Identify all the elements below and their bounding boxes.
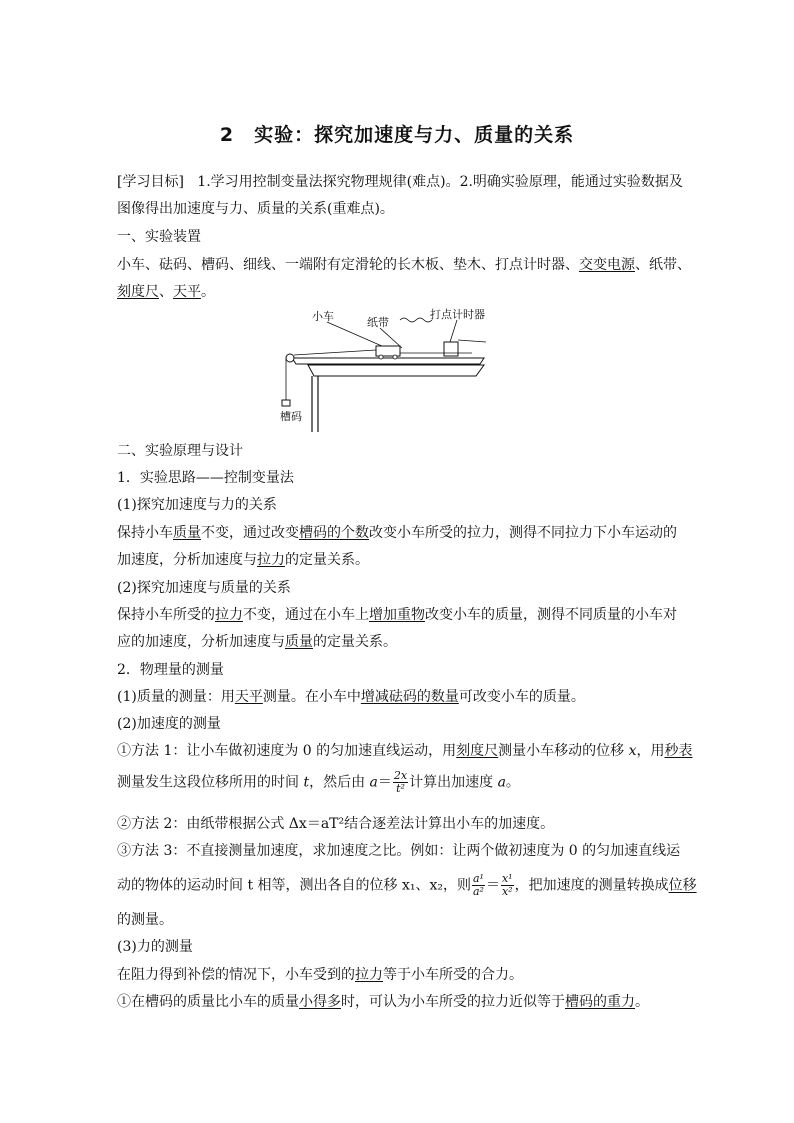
board-top bbox=[292, 358, 484, 364]
text-span: 可改变小车的质量。 bbox=[458, 689, 585, 705]
text-span: 。 bbox=[635, 994, 649, 1010]
equipment-line-1 bbox=[117, 255, 691, 275]
method-1-line-2 bbox=[117, 770, 520, 795]
text-span: 计算出加速度 bbox=[409, 774, 498, 791]
objectives-line-1 bbox=[117, 172, 683, 192]
label-car: 小车 bbox=[312, 310, 334, 323]
text-span: 在阻力得到补偿的情况下，小车受到的 bbox=[117, 967, 355, 983]
text-span: ，然后由 bbox=[309, 774, 370, 791]
subsection-1a-line-1 bbox=[117, 523, 677, 543]
var-t: t bbox=[303, 774, 310, 791]
cart-wheel-1 bbox=[379, 355, 383, 359]
cart-wheel-2 bbox=[393, 355, 397, 359]
text-span: 测量。在小车中 bbox=[262, 689, 361, 705]
page-title: 2 实验：探究加速度与力、质量的关系 bbox=[219, 124, 575, 146]
method-1-line-1 bbox=[117, 741, 693, 761]
underlined-term: 槽码的重力 bbox=[565, 994, 635, 1010]
fraction-numerator: x¹ bbox=[501, 872, 513, 885]
equipment-ac-power: 交变电源 bbox=[579, 257, 635, 273]
subsection-1-title: 1．实验思路——控制变量法 bbox=[117, 470, 294, 486]
text-span: 的定量关系。 bbox=[285, 552, 369, 568]
timer-pointer bbox=[450, 320, 457, 342]
text-span: ，用 bbox=[636, 743, 665, 759]
text-span: 等于小车所受的合力。 bbox=[383, 967, 523, 983]
underlined-term: 质量 bbox=[173, 525, 201, 541]
text-span: 不变，通过在小车上 bbox=[243, 607, 369, 623]
underlined-term: 拉力 bbox=[355, 967, 383, 983]
underlined-term: 拉力 bbox=[215, 607, 243, 623]
text-span: 测量发生这段位移所用的时间 bbox=[117, 774, 304, 791]
text-span: 动的物体的运动时间 t 相等，测出各自的位移 x₁、x₂，则 bbox=[117, 877, 471, 894]
text-span: ，把加速度的测量转换成 bbox=[514, 877, 669, 894]
fraction-denominator: t² bbox=[396, 782, 405, 795]
label-tape: 纸带 bbox=[367, 316, 389, 329]
text-span: 应的加速度，分析加速度与 bbox=[117, 634, 285, 650]
equipment-text: 小车、砝码、槽码、细线、一端附有定滑轮的长木板、垫木、打点计时器、 bbox=[117, 257, 579, 273]
apparatus-diagram bbox=[272, 300, 502, 440]
timer-wire bbox=[458, 340, 486, 342]
tape-coil bbox=[400, 318, 432, 322]
text-span: ①方法 1：让小车做初速度为 0 的匀加速直线运动，用 bbox=[117, 743, 457, 759]
fraction-denominator: x² bbox=[501, 885, 513, 898]
text-span: 时，可认为小车所受的拉力近似等于 bbox=[341, 994, 565, 1010]
underlined-term: 质量 bbox=[285, 634, 313, 650]
text-span: 不变，通过改变 bbox=[201, 525, 299, 541]
section-1-heading: 一、实验装置 bbox=[117, 229, 201, 245]
table-top bbox=[308, 365, 484, 376]
underlined-term: 小得多 bbox=[299, 994, 341, 1010]
text-span: 改变小车所受的拉力，测得不同拉力下小车运动的 bbox=[369, 525, 677, 541]
text-span: 测量小车移动的位移 bbox=[498, 743, 629, 759]
objectives-tag: [学习目标] bbox=[117, 174, 184, 190]
objectives-text-1: 1.学习用控制变量法探究物理规律(难点)。2.明确实验原理，能通过实验数据及 bbox=[197, 174, 683, 190]
text-span: (1)质量的测量：用 bbox=[117, 689, 235, 705]
objectives-line-2: 图像得出加速度与力、质量的关系(重难点)。 bbox=[117, 201, 394, 217]
text-span: 的定量关系。 bbox=[313, 634, 397, 650]
section-2-heading: 二、实验原理与设计 bbox=[117, 443, 243, 459]
acceleration-measurement-title: (2)加速度的测量 bbox=[117, 716, 221, 732]
equipment-separator: 、 bbox=[159, 284, 173, 300]
text-span: 。 bbox=[505, 774, 520, 791]
text-span: 保持小车所受的 bbox=[117, 607, 215, 623]
underlined-term: 天平 bbox=[234, 689, 263, 705]
fraction-2x-over-t2 bbox=[393, 770, 408, 795]
var-a: a bbox=[497, 774, 506, 791]
label-timer: 打点计时器 bbox=[430, 308, 485, 321]
underlined-term: 槽码的个数 bbox=[299, 525, 369, 541]
cart bbox=[376, 346, 400, 356]
underlined-term: 拉力 bbox=[257, 552, 285, 568]
equals-sign: ＝ bbox=[377, 774, 392, 791]
method-3-line-1: ③方法 3：不直接测量加速度，求加速度之比。例如：让两个做初速度为 0 的匀加速直线运 bbox=[117, 843, 681, 859]
underlined-term: 增加重物 bbox=[369, 607, 425, 623]
subsection-1b-line-1 bbox=[117, 605, 677, 625]
equipment-end: 。 bbox=[201, 284, 215, 300]
pulley bbox=[286, 354, 294, 362]
force-line-2 bbox=[117, 992, 649, 1012]
equipment-balance: 天平 bbox=[173, 284, 201, 300]
subsection-1a-line-2 bbox=[117, 550, 369, 570]
force-line-1 bbox=[117, 965, 523, 985]
string bbox=[294, 350, 376, 355]
text-span: 改变小车的质量，测得不同质量的小车对 bbox=[425, 607, 677, 623]
label-weight: 槽码 bbox=[280, 410, 302, 423]
text-span: ①在槽码的质量比小车的质量 bbox=[117, 994, 299, 1010]
equipment-ruler: 刻度尺 bbox=[117, 284, 159, 300]
equals-sign: ＝ bbox=[485, 877, 500, 894]
method-3-line-3: 的测量。 bbox=[117, 912, 173, 928]
force-measurement-title: (3)力的测量 bbox=[117, 939, 193, 955]
mass-measurement bbox=[117, 687, 585, 707]
subsection-1b-line-2 bbox=[117, 632, 397, 652]
equipment-text-2: 、纸带、 bbox=[635, 257, 691, 273]
fraction-denominator: a² bbox=[473, 885, 484, 898]
text-span: 保持小车 bbox=[117, 525, 173, 541]
subsection-1b-title: (2)探究加速度与质量的关系 bbox=[117, 580, 291, 596]
text-span: 加速度，分析加速度与 bbox=[117, 552, 257, 568]
hanging-weight bbox=[282, 400, 290, 406]
subsection-2-title: 2．物理量的测量 bbox=[117, 662, 224, 678]
fraction-x1-over-x2 bbox=[501, 873, 514, 898]
underlined-term: 位移 bbox=[668, 877, 697, 894]
underlined-term: 增减砝码的数量 bbox=[360, 689, 459, 705]
var-a: a bbox=[369, 774, 378, 791]
method-3-line-2 bbox=[117, 873, 697, 898]
equipment-line-2 bbox=[117, 282, 215, 302]
fraction-numerator: 2x bbox=[393, 769, 408, 782]
timer-device bbox=[444, 342, 458, 356]
tape-pointer bbox=[380, 328, 402, 348]
method-2: ②方法 2：由纸带根据公式 Δx＝aT²结合逐差法计算出小车的加速度。 bbox=[117, 816, 555, 832]
subsection-1a-title: (1)探究加速度与力的关系 bbox=[117, 497, 277, 513]
underlined-term: 秒表 bbox=[664, 743, 693, 759]
var-x: x bbox=[628, 743, 637, 759]
underlined-term: 刻度尺 bbox=[456, 743, 499, 759]
fraction-numerator: a¹ bbox=[473, 872, 484, 885]
fraction-a1-over-a2 bbox=[472, 873, 485, 898]
